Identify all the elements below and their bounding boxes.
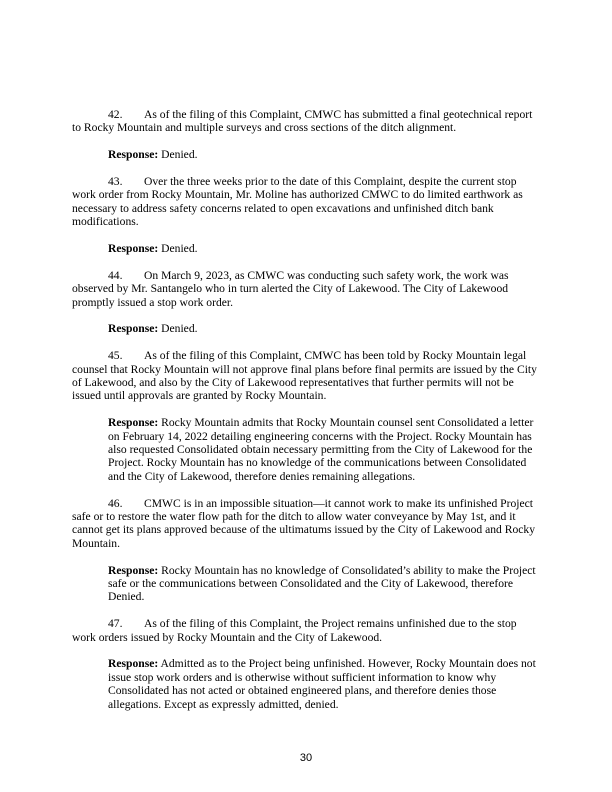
paragraph-number: 42. <box>108 108 123 121</box>
response-text: Denied. <box>158 148 198 162</box>
response-text: Admitted as to the Project being unfinished. However, Rocky Mountain does not issue stop work orders and is otherwise without sufficient information to know why Consolidated has not acted or obtained engineered plans, and therefore denies those allegations. Except as expressly admitted, denied. <box>108 657 536 711</box>
paragraph-44 <box>72 269 542 309</box>
response-42 <box>108 148 538 161</box>
paragraph-text: As of the filing of this Complaint, CMWC has submitted a final geotechnical report to Rocky Mountain and multiple surveys and cross sections of the ditch alignment. <box>72 108 533 135</box>
response-label: Response: <box>108 148 159 162</box>
page-content <box>72 108 542 725</box>
paragraph-46 <box>72 497 542 551</box>
paragraph-text: On March 9, 2023, as CMWC was conducting such safety work, the work was observed by Mr. Santangelo who in turn alerted the City of Lakewood. The City of Lakewood promptly issued a stop work order. <box>72 268 509 309</box>
response-text: Rocky Mountain admits that Rocky Mountain counsel sent Consolidated a letter on February 14, 2022 detailing engineering concerns with the Project. Rocky Mountain has also requested Consolidated obtain necessary permitting from the City of Lakewood for the Project. Rocky Mountain has no knowledge of the communications between Consolidated and the City of Lakewood, therefore denies remaining allegations. <box>108 416 534 483</box>
paragraph-text: As of the filing of this Complaint, the Project remains unfinished due to the stop work orders issued by Rocky Mountain and the City of Lakewood. <box>72 617 517 644</box>
response-text: Rocky Mountain has no knowledge of Consolidated’s ability to make the Project safe or the communications between Consolidated and the City of Lakewood, therefore Denied. <box>108 563 536 604</box>
paragraph-number: 45. <box>108 349 123 363</box>
paragraph-number: 43. <box>108 175 123 188</box>
response-label: Response: <box>108 563 159 577</box>
response-text: Denied. <box>158 242 198 256</box>
paragraph-text: CMWC is in an impossible situation—it cannot work to make its unfinished Project safe or to restore the water flow path for the ditch to allow water conveyance by May 1st, and it cannot get its plans approved because of the ultimatums issued by the City of Lakewood and Rocky Mountain. <box>72 496 536 550</box>
paragraph-45 <box>72 349 542 403</box>
paragraph-47 <box>72 617 542 644</box>
paragraph-text: As of the filing of this Complaint, CMWC has been told by Rocky Mountain legal counsel that Rocky Mountain will not approve final plans before final permits are issued by the City of Lakewood, and also by the City of Lakewood representatives that further permits will not be issued until approvals are granted by Rocky Mountain. <box>72 349 537 403</box>
paragraph-43 <box>72 175 542 229</box>
response-47 <box>108 657 538 711</box>
response-label: Response: <box>108 416 159 430</box>
paragraph-text: Over the three weeks prior to the date of this Complaint, despite the current stop work order from Rocky Mountain, Mr. Moline has authorized CMWC to do limited earthwork as necessary to address safety concerns related to open excavations and unfinished ditch bank modifications. <box>72 175 523 229</box>
response-44 <box>108 322 538 335</box>
paragraph-number: 46. <box>108 496 123 510</box>
response-label: Response: <box>108 657 159 671</box>
response-45 <box>108 416 538 483</box>
response-label: Response: <box>108 242 159 256</box>
paragraph-number: 47. <box>108 617 123 631</box>
response-label: Response: <box>108 322 159 336</box>
paragraph-42 <box>72 108 542 135</box>
page-number: 30 <box>299 752 313 764</box>
response-43 <box>108 242 538 255</box>
response-text: Denied. <box>158 322 198 336</box>
response-46 <box>108 564 538 604</box>
paragraph-number: 44. <box>108 268 123 282</box>
